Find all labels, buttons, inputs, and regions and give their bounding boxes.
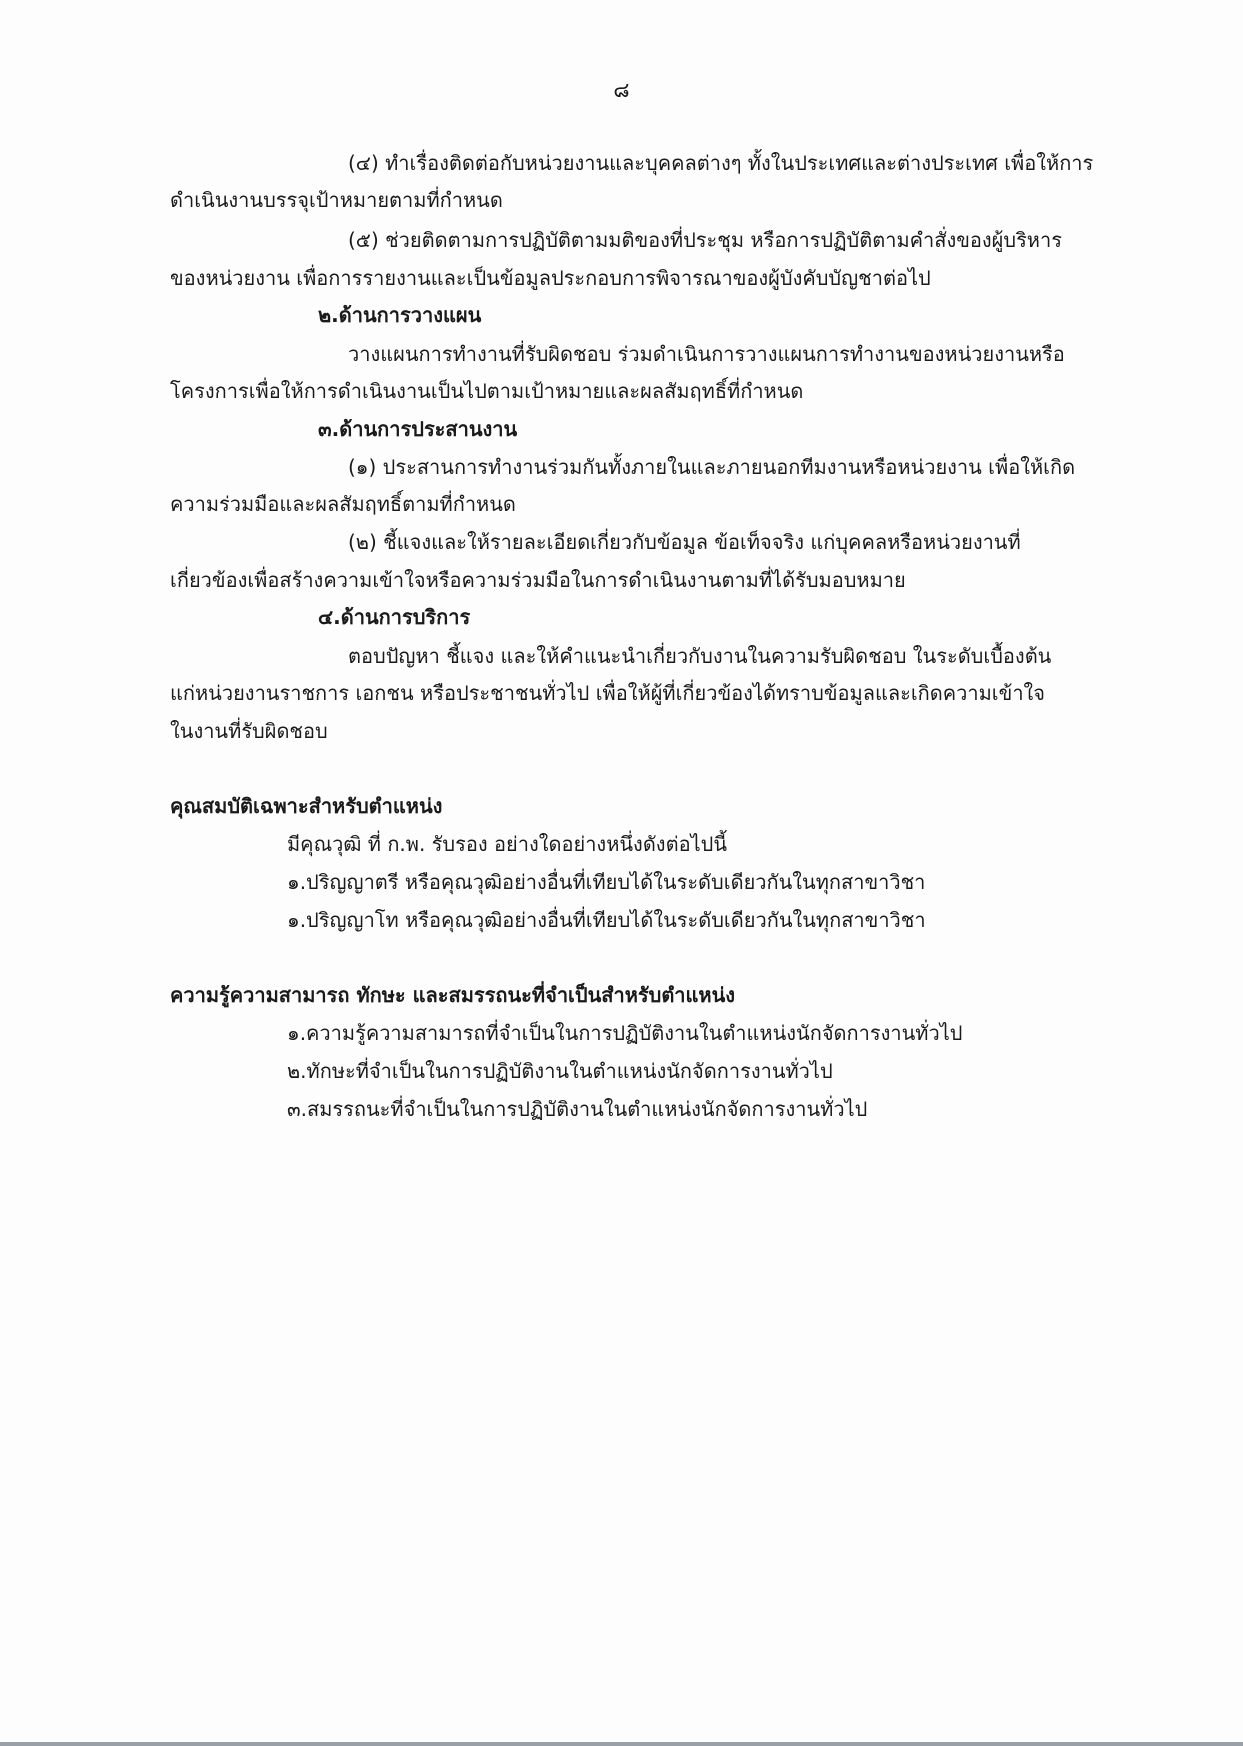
coordination-item-1-line-2: ความร่วมมือและผลสัมฤทธิ์ตามที่กำหนด bbox=[170, 492, 516, 516]
coordination-item-1-line-1: (๑) ประสานการทำงานร่วมกันทั้งภายในและภายนอกทีมงานหรือหน่วยงาน เพื่อให้เกิด bbox=[348, 455, 1076, 479]
competency-item: ๒.ทักษะที่จำเป็นในการปฏิบัติงานในตำแหน่งนักจัดการงานทั่วไป bbox=[287, 1059, 833, 1083]
qualifications-intro: มีคุณวุฒิ ที่ ก.พ. รับรอง อย่างใดอย่างหนึ่งดังต่อไปนี้ bbox=[287, 832, 727, 856]
competency-item: ๑.ความรู้ความสามารถที่จำเป็นในการปฏิบัติงานในตำแหน่งนักจัดการงานทั่วไป bbox=[287, 1021, 963, 1045]
planning-heading: ๒.ด้านการวางแผน bbox=[318, 303, 482, 327]
qualifications-heading: คุณสมบัติเฉพาะสำหรับตำแหน่ง bbox=[170, 794, 443, 818]
service-line-2: แก่หน่วยงานราชการ เอกชน หรือประชาชนทั่วไป เพื่อให้ผู้ที่เกี่ยวข้องได้ทราบข้อมูลและเกิดความเข้าใจ bbox=[170, 681, 1046, 705]
planning-line-2: โครงการเพื่อให้การดำเนินงานเป็นไปตามเป้าหมายและผลสัมฤทธิ์ที่กำหนด bbox=[170, 379, 804, 403]
qualification-item: ๑.ปริญญาตรี หรือคุณวุฒิอย่างอื่นที่เทียบได้ในระดับเดียวกันในทุกสาขาวิชา bbox=[287, 870, 926, 894]
coordination-item-2-line-2: เกี่ยวข้องเพื่อสร้างความเข้าใจหรือความร่วมมือในการดำเนินงานตามที่ได้รับมอบหมาย bbox=[170, 568, 906, 592]
page-number: ๘ bbox=[613, 78, 630, 102]
qualification-item: ๑.ปริญญาโท หรือคุณวุฒิอย่างอื่นที่เทียบได้ในระดับเดียวกันในทุกสาขาวิชา bbox=[287, 908, 926, 932]
duty-item-4-line-1: (๔) ทำเรื่องติดต่อกับหน่วยงานและบุคคลต่างๆ ทั้งในประเทศและต่างประเทศ เพื่อให้การ bbox=[348, 151, 1094, 175]
coordination-item-2-line-1: (๒) ชี้แจงและให้รายละเอียดเกี่ยวกับข้อมูล ข้อเท็จจริง แก่บุคคลหรือหน่วยงานที่ bbox=[348, 530, 1021, 554]
competencies-heading: ความรู้ความสามารถ ทักษะ และสมรรถนะที่จำเป็นสำหรับตำแหน่ง bbox=[170, 983, 736, 1007]
duty-item-5-line-1: (๕) ช่วยติดตามการปฏิบัติตามมติของที่ประชุม หรือการปฏิบัติตามคำสั่งของผู้บริหาร bbox=[348, 228, 1062, 252]
duty-item-5-line-2: ของหน่วยงาน เพื่อการรายงานและเป็นข้อมูลประกอบการพิจารณาของผู้บังคับบัญชาต่อไป bbox=[170, 266, 931, 290]
duty-item-4-line-2: ดำเนินงานบรรจุเป้าหมายตามที่กำหนด bbox=[170, 188, 503, 212]
planning-line-1: วางแผนการทำงานที่รับผิดชอบ ร่วมดำเนินการวางแผนการทำงานของหน่วยงานหรือ bbox=[348, 342, 1065, 366]
service-line-1: ตอบปัญหา ชี้แจง และให้คำแนะนำเกี่ยวกับงานในความรับผิดชอบ ในระดับเบื้องต้น bbox=[348, 644, 1052, 668]
service-line-3: ในงานที่รับผิดชอบ bbox=[170, 719, 328, 743]
service-heading: ๔.ด้านการบริการ bbox=[318, 605, 471, 629]
coordination-heading: ๓.ด้านการประสานงาน bbox=[318, 417, 518, 441]
scan-bottom-edge bbox=[0, 1742, 1243, 1746]
competency-item: ๓.สมรรถนะที่จำเป็นในการปฏิบัติงานในตำแหน่งนักจัดการงานทั่วไป bbox=[287, 1097, 868, 1121]
